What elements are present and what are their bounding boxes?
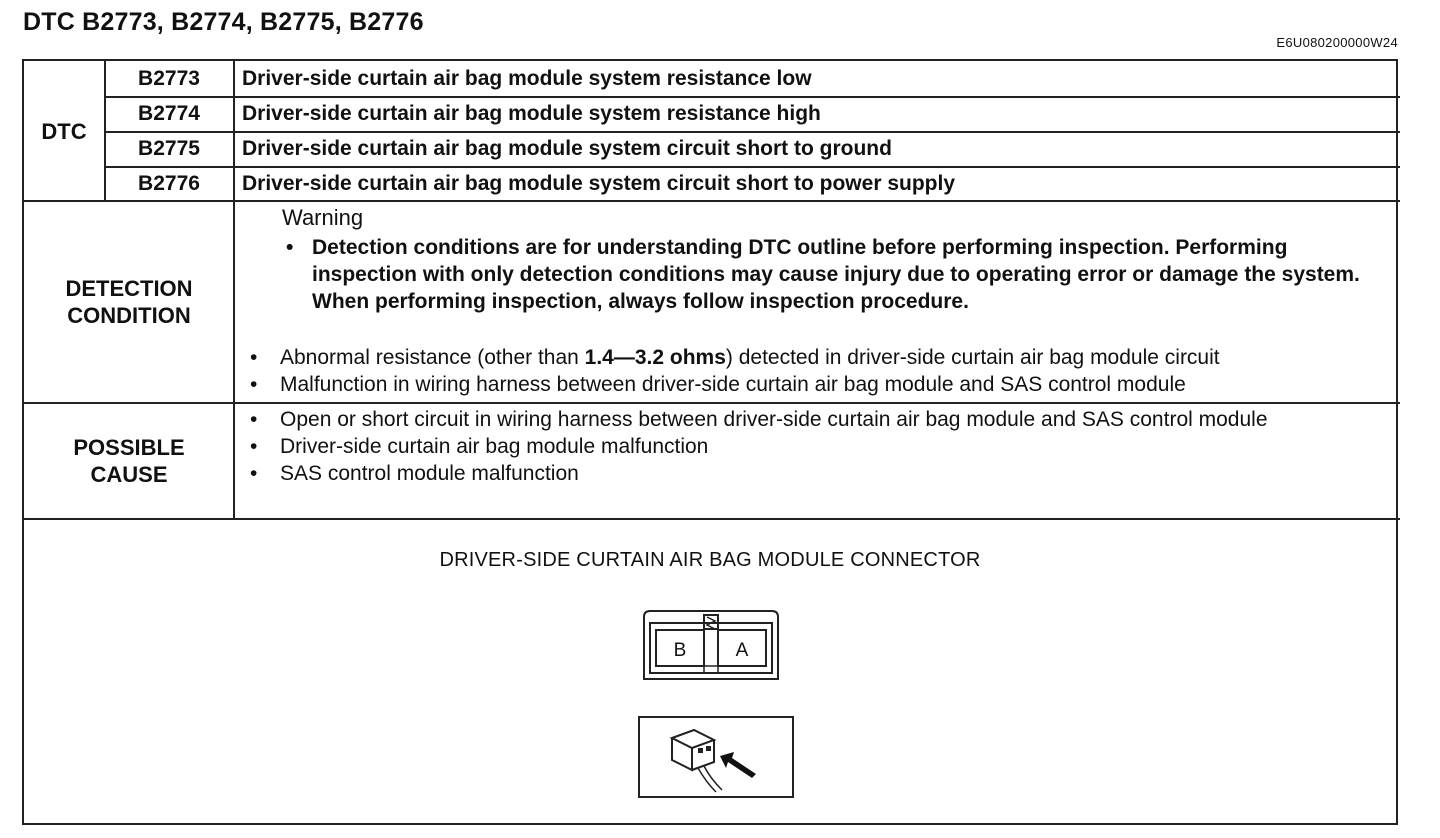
warning-title: Warning bbox=[282, 205, 364, 230]
detection-condition-list bbox=[250, 344, 1390, 398]
connector-view-icon bbox=[638, 716, 794, 798]
dtc-code: B2775 bbox=[138, 136, 200, 160]
connector-diagram bbox=[640, 603, 782, 683]
item-text: Open or short circuit in wiring harness between driver-side curtain air bag module and SAS control module bbox=[280, 408, 1268, 431]
item-text: SAS control module malfunction bbox=[280, 462, 579, 485]
dtc-label: DTC bbox=[41, 118, 87, 144]
label-line: CAUSE bbox=[90, 462, 168, 487]
dtc-code: B2774 bbox=[138, 101, 200, 125]
dtc-code: B2776 bbox=[138, 171, 200, 195]
list-item bbox=[250, 371, 1390, 398]
pin-b-label: B bbox=[673, 640, 687, 661]
item-text: Abnormal resistance (other than bbox=[280, 346, 585, 369]
document-code: E6U080200000W24 bbox=[1276, 35, 1398, 50]
list-item bbox=[250, 344, 1390, 371]
bullet-icon: • bbox=[250, 435, 258, 458]
item-text: ) detected in driver-side curtain air bag module circuit bbox=[725, 346, 1220, 369]
item-text: Driver-side curtain air bag module malfunction bbox=[280, 435, 709, 458]
warning-paragraph: Detection conditions are for understanding DTC outline before performing inspection. Performing inspection with only detection conditions may cause injury due to operating error or damage the system. When performing inspection, always follow inspection procedure. bbox=[312, 236, 1360, 313]
possible-cause-list bbox=[250, 406, 1390, 487]
warning-text bbox=[286, 234, 1396, 315]
dtc-table bbox=[22, 59, 1398, 825]
list-item bbox=[250, 406, 1390, 433]
bullet-icon: • bbox=[286, 236, 294, 259]
list-item bbox=[250, 433, 1390, 460]
dtc-description: Driver-side curtain air bag module system circuit short to power supply bbox=[242, 171, 956, 195]
bullet-icon: • bbox=[250, 462, 258, 485]
dtc-description: Driver-side curtain air bag module system resistance low bbox=[242, 66, 812, 90]
dtc-code: B2773 bbox=[138, 66, 200, 90]
pin-a-label: A bbox=[735, 640, 749, 661]
divider-line bbox=[24, 518, 1400, 520]
possible-cause-label bbox=[24, 404, 234, 518]
list-item bbox=[250, 460, 1390, 487]
detection-condition-label bbox=[24, 202, 234, 402]
bullet-icon: • bbox=[250, 408, 258, 431]
bullet-icon: • bbox=[250, 373, 258, 396]
connector-title: DRIVER-SIDE CURTAIN AIR BAG MODULE CONNECTOR bbox=[439, 549, 981, 571]
label-line: CONDITION bbox=[67, 303, 191, 328]
item-text: Malfunction in wiring harness between driver-side curtain air bag module and SAS control module bbox=[280, 373, 1186, 396]
page-title: DTC B2773, B2774, B2775, B2776 bbox=[23, 8, 424, 36]
resistance-value: 1.4—3.2 ohms bbox=[584, 346, 726, 369]
dtc-description: Driver-side curtain air bag module system circuit short to ground bbox=[242, 136, 892, 160]
label-line: DETECTION bbox=[65, 276, 193, 301]
bullet-icon: • bbox=[250, 346, 258, 369]
dtc-description: Driver-side curtain air bag module system resistance high bbox=[242, 101, 821, 125]
label-line: POSSIBLE bbox=[73, 435, 185, 460]
